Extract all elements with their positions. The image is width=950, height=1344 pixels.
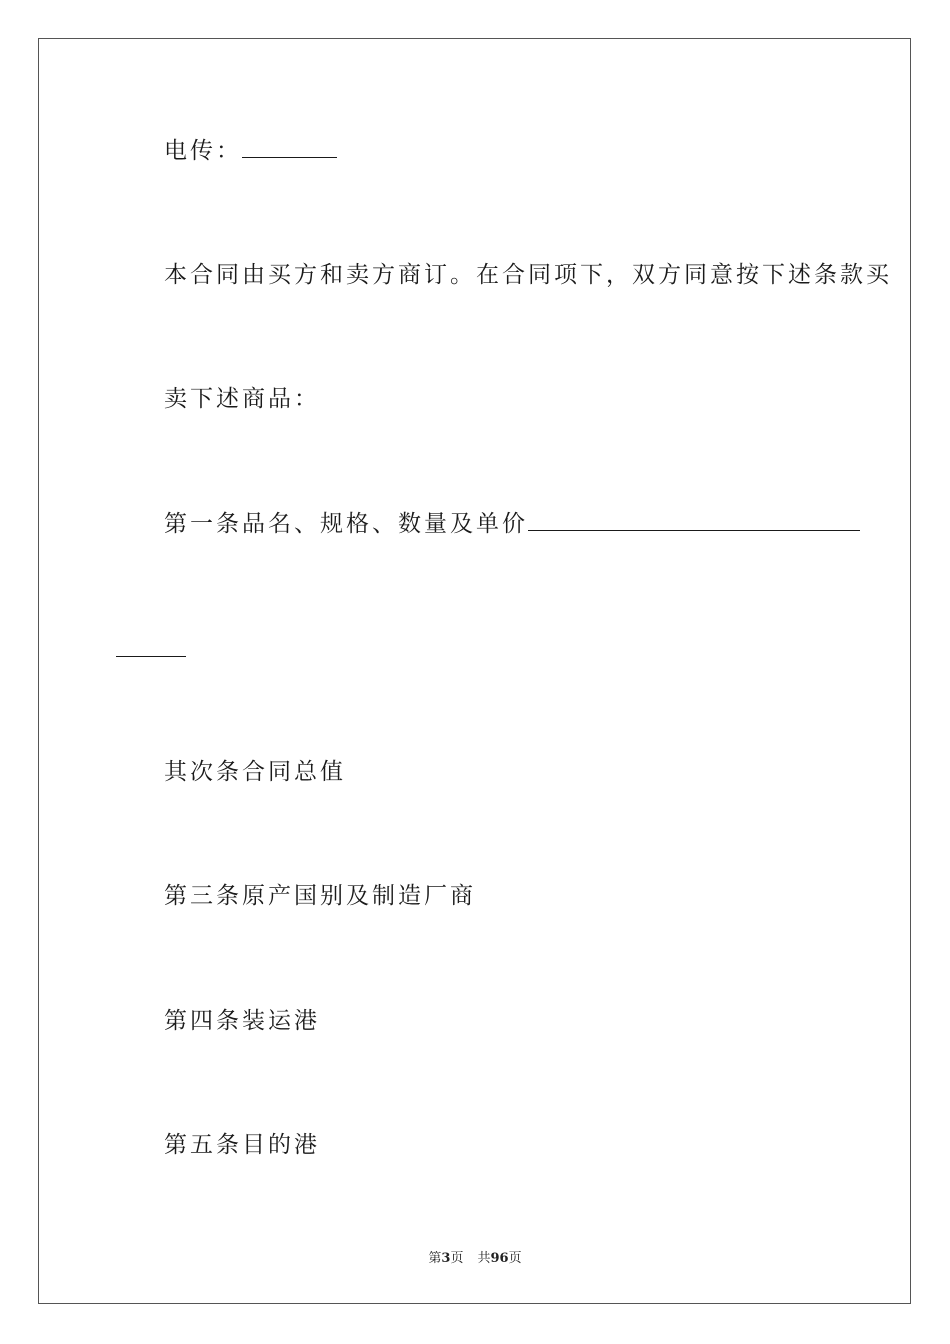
- footer-prefix: 第: [428, 1251, 442, 1266]
- telex-line: [164, 136, 337, 166]
- article-1-blank-continued: [116, 656, 186, 657]
- intro-line-2: 卖下述商品：: [164, 386, 320, 412]
- article-5-line: 第五条目的港: [164, 1132, 320, 1158]
- telex-blank: [242, 137, 337, 158]
- page-frame: [38, 38, 911, 1304]
- article-2-line: 其次条合同总值: [164, 759, 346, 785]
- article-3-line: 第三条原产国别及制造厂商: [164, 883, 476, 909]
- footer-total-prefix: 共: [477, 1251, 491, 1266]
- article-1-label: 第一条品名、规格、数量及单价: [164, 511, 528, 537]
- footer-page-number: 3: [441, 1251, 451, 1266]
- article-1-line: [164, 509, 860, 539]
- footer-page-unit: 页: [450, 1251, 464, 1266]
- footer-total-unit: 页: [508, 1251, 522, 1266]
- page-footer: [0, 1247, 950, 1266]
- article-4-line: 第四条装运港: [164, 1008, 320, 1034]
- article-1-blank: [528, 510, 860, 531]
- telex-label: 电传：: [164, 138, 242, 164]
- intro-line-1: 本合同由买方和卖方商订。在合同项下，双方同意按下述条款买: [164, 262, 892, 288]
- footer-total-pages: 96: [490, 1251, 509, 1266]
